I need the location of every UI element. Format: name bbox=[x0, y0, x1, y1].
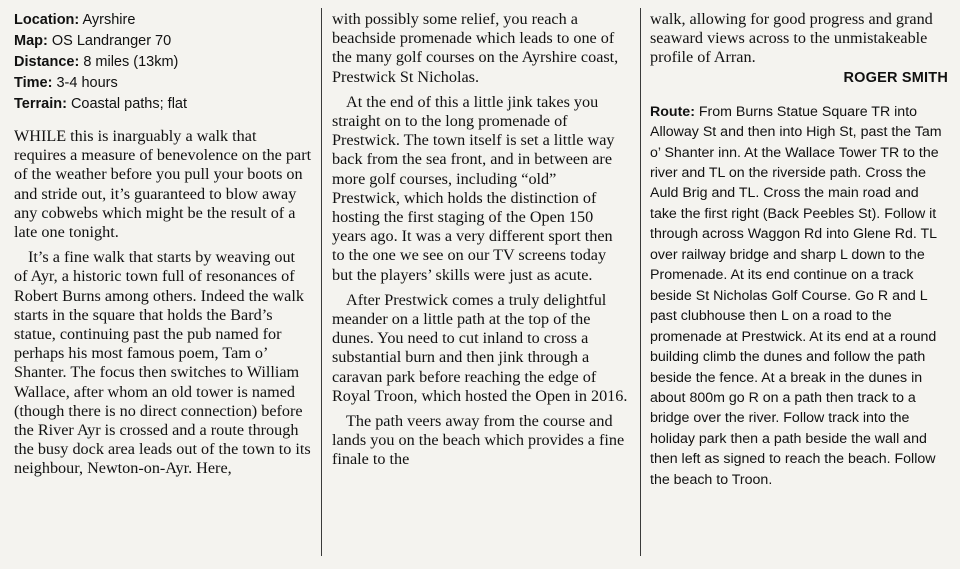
column-1 bbox=[14, 10, 312, 485]
fact-label: Time: bbox=[14, 75, 53, 91]
route-text: From Burns Statue Square TR into Alloway St and then into High St, past the Tam o’ Shanter inn. At the Wallace Tower TR to the river and TL on the riverside path. Cross the Auld Brig and TL. Cross the main road and take the first right (Back Peebles St). Follow it through across Waggon Rd into Glene Rd. TL over railway bridge and sharp L down to the Promenade. At its end continue on a track beside St Nicholas Golf Course. Go R and L past clubhouse then L on a road to the promenade at Prestwick. At its end at a round building climb the dunes and follow the path beside the fence. At a break in the dunes in about 800m go R on a path then track to a bridge over the river. Follow track into the holiday park then a path beside the wall and then left as signed to reach the beach. Follow the beach to Troon. bbox=[650, 103, 942, 488]
article-body bbox=[650, 10, 948, 68]
article-paragraph: It’s a fine walk that starts by weaving out of Ayr, a historic town full of resonances of Robert Burns among others. Indeed the walk starts in the square that holds the Bard’s statue, continuing past the pub named for perhaps his most famous poem, Tam o’ Shanter. The focus then switches to William Wallace, after whom an old tower is named (though there is no direct connection) before the River Ayr is crossed and a route through the busy dock area leads out of the town to its neighbour, Newton-on-Ayr. Here, bbox=[14, 248, 311, 478]
column-divider bbox=[321, 8, 322, 556]
fact-value: 3-4 hours bbox=[56, 75, 118, 91]
article-body bbox=[332, 10, 628, 470]
fact-label: Terrain: bbox=[14, 96, 67, 112]
fact-map bbox=[14, 31, 312, 52]
column-3 bbox=[650, 10, 948, 490]
fact-value: OS Landranger 70 bbox=[51, 33, 172, 49]
article-paragraph: At the end of this a little jink takes you straight on to the long promenade of Prestwick. The town itself is set a little way back from the sea front, and in between are more golf courses, including “old” Prestwick, which holds the distinction of hosting the first staging of the Open 150 years ago. It was a very different sport then to the one we see on our TV screens today but the players’ skills were just as acute. bbox=[332, 92, 615, 284]
fact-label: Location: bbox=[14, 12, 80, 28]
fact-value: Ayrshire bbox=[82, 12, 136, 28]
article-paragraph: After Prestwick comes a truly delightful meander on a little path at the top of the dunes. You need to cut inland to cross a substantial burn and then jink through a caravan park before reaching the edge of Royal Troon, which hosted the Open in 2016. bbox=[332, 290, 628, 405]
fact-label: Map: bbox=[14, 33, 48, 49]
fact-value: 8 miles (13km) bbox=[83, 54, 179, 70]
article-body bbox=[14, 127, 312, 479]
fact-terrain bbox=[14, 94, 312, 115]
article-paragraph: walk, allowing for good progress and grand seaward views across to the unmistakeable profile of Arran. bbox=[650, 10, 933, 67]
article-paragraph: with possibly some relief, you reach a beachside promenade which leads to one of the many golf courses on the Ayrshire coast, Prestwick St Nicholas. bbox=[332, 10, 619, 86]
route-label: Route: bbox=[650, 103, 695, 120]
author-byline: ROGER SMITH bbox=[843, 69, 948, 86]
fact-location bbox=[14, 10, 312, 31]
article-paragraph: The path veers away from the course and lands you on the beach which provides a fine finale to the bbox=[332, 412, 625, 469]
article-paragraph: WHILE this is inarguably a walk that requires a measure of benevolence on the part of the weather before you pull your boots on and stride out, it’s guaranteed to blow away any cobwebs which might be the result of a late one tonight. bbox=[14, 127, 312, 242]
fact-time bbox=[14, 73, 312, 94]
column-divider bbox=[640, 8, 641, 556]
fact-distance bbox=[14, 52, 312, 73]
fact-value: Coastal paths; flat bbox=[70, 96, 188, 112]
fact-label: Distance: bbox=[14, 54, 80, 70]
column-2 bbox=[332, 10, 628, 476]
walk-facts bbox=[14, 10, 312, 115]
route-directions bbox=[650, 102, 948, 491]
